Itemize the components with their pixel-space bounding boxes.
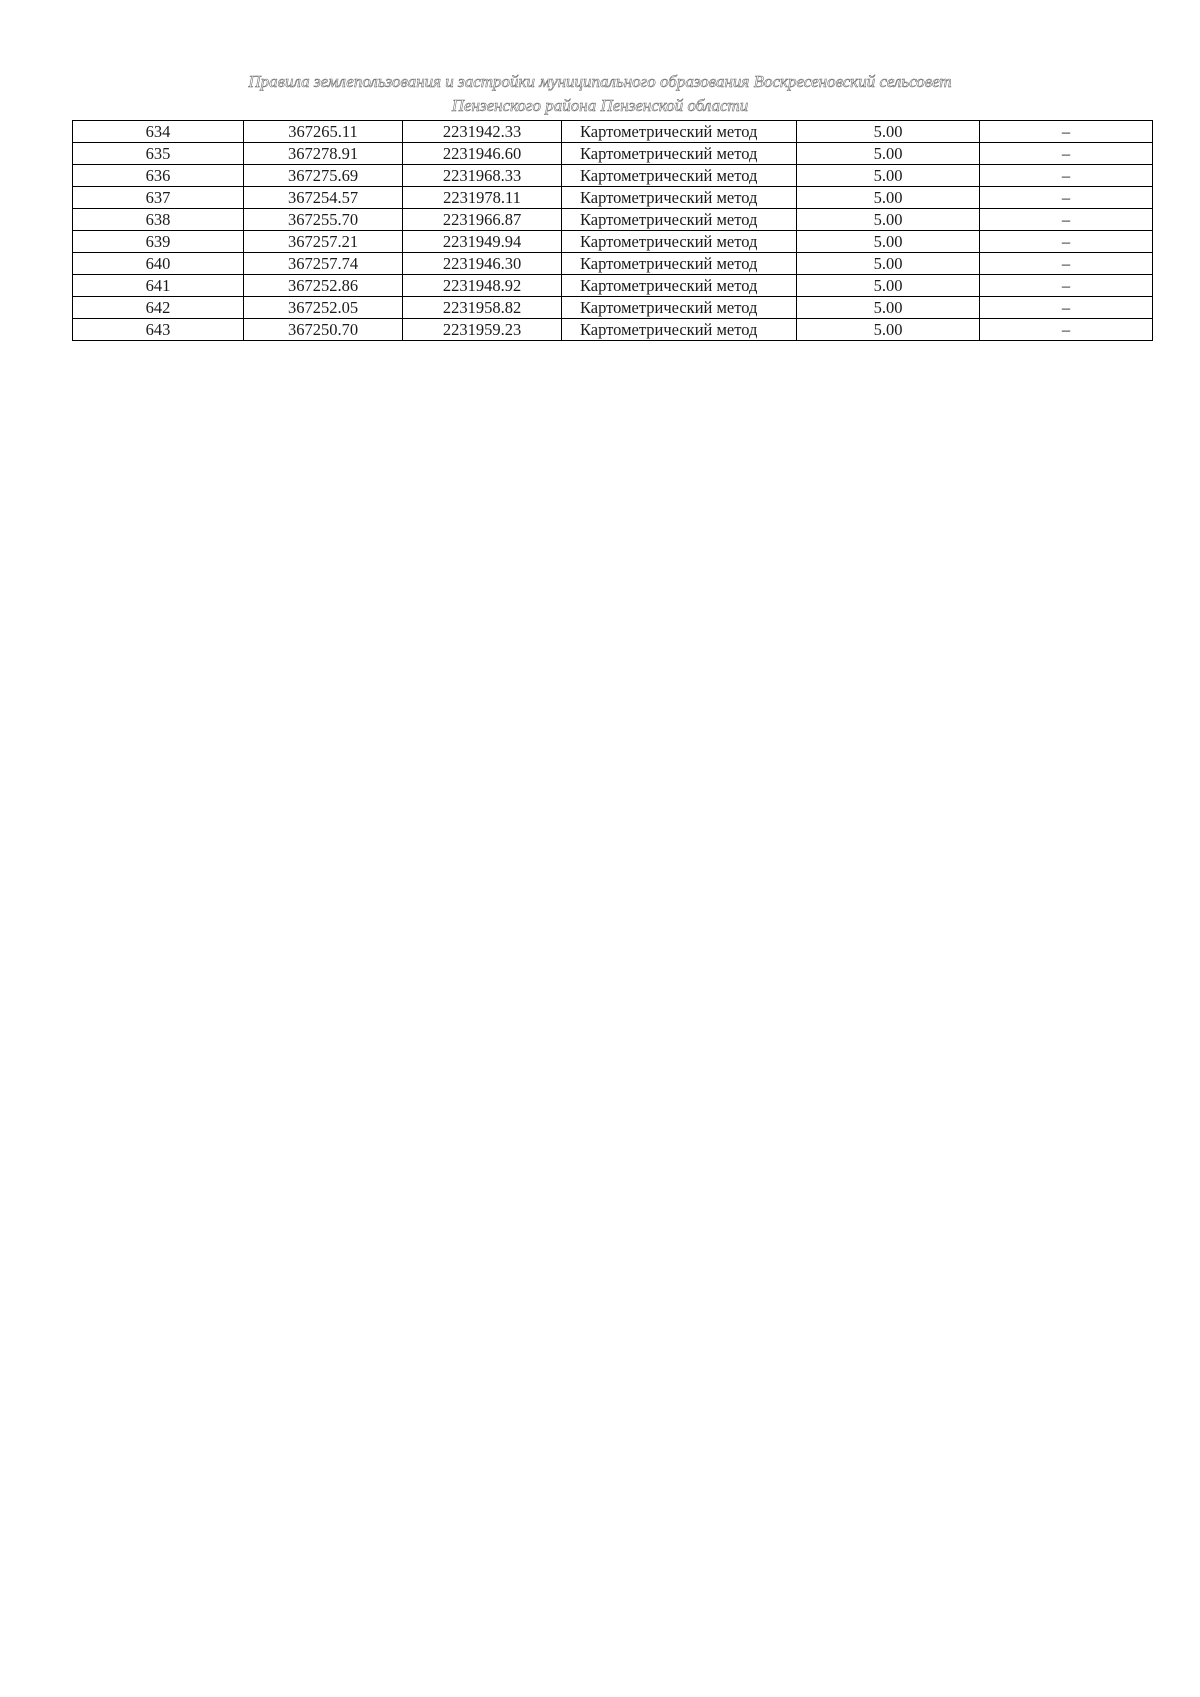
x-coordinate-cell: 367275.69: [244, 165, 403, 187]
y-coordinate-cell: 2231978.11: [403, 187, 562, 209]
point-number-cell: 637: [73, 187, 244, 209]
y-coordinate-cell: 2231949.94: [403, 231, 562, 253]
x-coordinate-cell: 367252.05: [244, 297, 403, 319]
point-number-cell: 640: [73, 253, 244, 275]
note-cell: –: [980, 121, 1153, 143]
method-cell: Картометрический метод: [562, 165, 797, 187]
method-cell: Картометрический метод: [562, 253, 797, 275]
note-cell: –: [980, 319, 1153, 341]
point-number-cell: 634: [73, 121, 244, 143]
accuracy-cell: 5.00: [797, 143, 980, 165]
y-coordinate-cell: 2231968.33: [403, 165, 562, 187]
accuracy-cell: 5.00: [797, 209, 980, 231]
accuracy-cell: 5.00: [797, 319, 980, 341]
x-coordinate-cell: 367257.74: [244, 253, 403, 275]
x-coordinate-cell: 367250.70: [244, 319, 403, 341]
note-cell: –: [980, 165, 1153, 187]
point-number-cell: 636: [73, 165, 244, 187]
accuracy-cell: 5.00: [797, 165, 980, 187]
y-coordinate-cell: 2231948.92: [403, 275, 562, 297]
x-coordinate-cell: 367252.86: [244, 275, 403, 297]
note-cell: –: [980, 253, 1153, 275]
note-cell: –: [980, 231, 1153, 253]
table-row: [73, 143, 1153, 165]
accuracy-cell: 5.00: [797, 231, 980, 253]
y-coordinate-cell: 2231946.30: [403, 253, 562, 275]
point-number-cell: 641: [73, 275, 244, 297]
method-cell: Картометрический метод: [562, 297, 797, 319]
x-coordinate-cell: 367254.57: [244, 187, 403, 209]
note-cell: –: [980, 297, 1153, 319]
table-row: [73, 187, 1153, 209]
accuracy-cell: 5.00: [797, 187, 980, 209]
method-cell: Картометрический метод: [562, 209, 797, 231]
table-row: [73, 297, 1153, 319]
accuracy-cell: 5.00: [797, 275, 980, 297]
page-header: [0, 70, 1200, 118]
table-row: [73, 231, 1153, 253]
x-coordinate-cell: 367265.11: [244, 121, 403, 143]
method-cell: Картометрический метод: [562, 187, 797, 209]
table-row: [73, 209, 1153, 231]
x-coordinate-cell: 367255.70: [244, 209, 403, 231]
header-title-line2: Пензенского района Пензенской области: [451, 96, 749, 115]
table-row: [73, 253, 1153, 275]
method-cell: Картометрический метод: [562, 319, 797, 341]
y-coordinate-cell: 2231966.87: [403, 209, 562, 231]
point-number-cell: 635: [73, 143, 244, 165]
note-cell: –: [980, 209, 1153, 231]
table-row: [73, 275, 1153, 297]
point-number-cell: 643: [73, 319, 244, 341]
note-cell: –: [980, 187, 1153, 209]
table-row: [73, 319, 1153, 341]
coordinates-table: [72, 120, 1153, 341]
y-coordinate-cell: 2231946.60: [403, 143, 562, 165]
accuracy-cell: 5.00: [797, 297, 980, 319]
y-coordinate-cell: 2231942.33: [403, 121, 562, 143]
x-coordinate-cell: 367257.21: [244, 231, 403, 253]
method-cell: Картометрический метод: [562, 143, 797, 165]
note-cell: –: [980, 143, 1153, 165]
point-number-cell: 639: [73, 231, 244, 253]
point-number-cell: 638: [73, 209, 244, 231]
table-row: [73, 165, 1153, 187]
table-row: [73, 121, 1153, 143]
x-coordinate-cell: 367278.91: [244, 143, 403, 165]
accuracy-cell: 5.00: [797, 121, 980, 143]
point-number-cell: 642: [73, 297, 244, 319]
header-title-line1: Правила землепользования и застройки муниципального образования Воскресеновский сельсовет: [248, 72, 952, 91]
method-cell: Картометрический метод: [562, 121, 797, 143]
y-coordinate-cell: 2231958.82: [403, 297, 562, 319]
y-coordinate-cell: 2231959.23: [403, 319, 562, 341]
note-cell: –: [980, 275, 1153, 297]
method-cell: Картометрический метод: [562, 231, 797, 253]
accuracy-cell: 5.00: [797, 253, 980, 275]
coordinates-table-body: [73, 121, 1153, 341]
method-cell: Картометрический метод: [562, 275, 797, 297]
